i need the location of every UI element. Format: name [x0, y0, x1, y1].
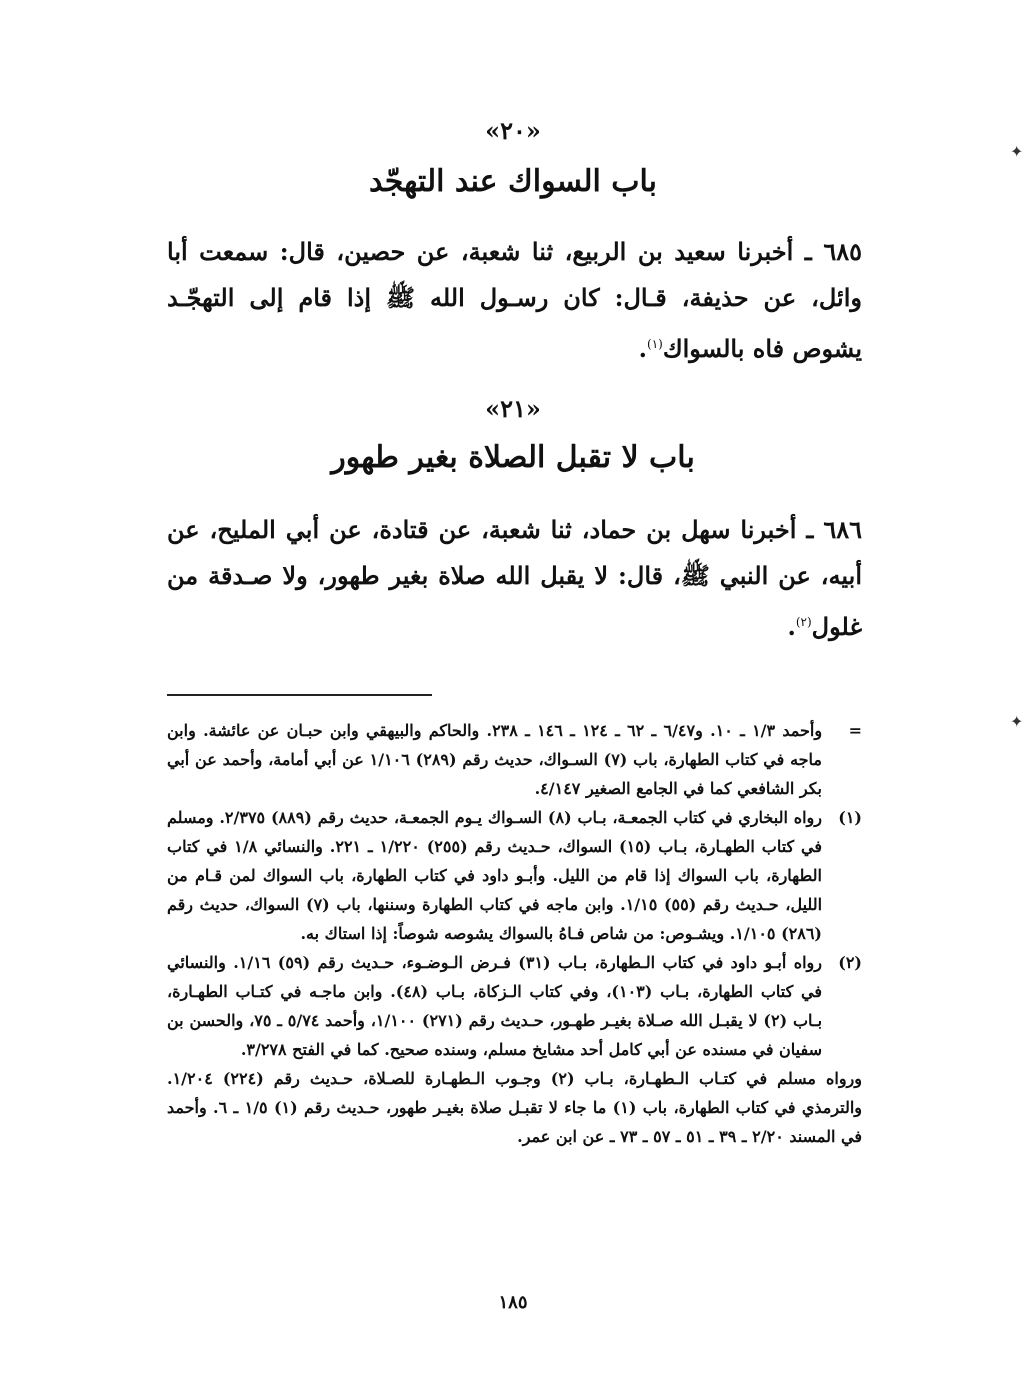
footnote-continued — [167, 716, 862, 803]
page-number: ١٨٥ — [498, 1292, 528, 1313]
hadith-paragraph: ٦٨٥ ـ أخبرنا سعيد بن الربيع، ثنا شعبة، عن حصين، قال: سمعت أبا وائل، عن حذيفة، قـال: كان رسـول الله ﷺ إذا قام إلى التهجّـد يشوص فاه بالسواك$^{(١)}$. — [167, 237, 862, 363]
hadith-number: ٦٨٦ — [823, 515, 862, 544]
chapter-title: باب السواك عند التهجّد — [368, 164, 658, 199]
hadith-text: ـ أخبرنا سعيد بن الربيع، ثنا شعبة، عن حصين، قال: سمعت أبا وائل، عن حذيفة، قـال: كان رسـول الله ﷺ إذا قام إلى التهجّـد يشوص فاه بالسواك — [167, 237, 862, 363]
footnotes — [167, 716, 862, 1151]
hadith-text: ـ أخبرنا سهل بن حماد، ثنا شعبة، عن قتادة، عن أبي المليح، عن أبيه، عن النبي ﷺ، قال: لا يقبل الله صلاة بغير طهور، ولا صـدقة من غلول — [167, 515, 862, 641]
footnote-text: وأحمد ١/٣ ـ ١٠. و٦/٤٧ ـ ٦٢ ـ ١٢٤ ـ ١٤٦ ـ ٢٣٨. والحاكم والبيهقي وابن حبـان عن عائشة. وابن ماجه في كتاب الطهارة، باب (٧) السـواك، حديث رقم (٢٨٩) ١/١٠٦ عن أبي أمامة، وأحمد عن أبي بكر الشافعي كما في الجامع الصغير ٤/١٤٧. — [167, 721, 823, 798]
footnote-reference: (١) — [647, 337, 663, 351]
footnote-2 — [167, 948, 862, 1064]
footnote-separator — [167, 694, 432, 696]
chapter-title: باب لا تقبل الصلاة بغير طهور — [331, 440, 695, 475]
footnote-text: رواه البخاري في كتاب الجمعـة، بـاب (٨) السـواك يـوم الجمعـة، حديث رقم (٨٨٩) ٢/٣٧٥. ومسلم في كتاب الطهـارة، بـاب (١٥) السواك، حـديث رقم (٢٥٥) ١/٢٢٠ ـ ٢٢١. والنسائي ١/٨ في كتاب الطهارة، باب السواك إذا قام من الليل. وأبـو داود في كتاب الطهارة، باب السواك لمن قـام من الليل، حـديث رقم (٥٥) ١/١٥. وابن ماجه في كتاب الطهارة وسننها، باب (٧) السواك، حديث رقم (٢٨٦) ١/١٠٥. ويشـوص: من شاص فـاهُ بالسواك يشوصه شوصاً: إذا استاك به. — [167, 808, 823, 943]
footnote-trailing-text: ورواه مسلم في كتـاب الـطهـارة، بـاب (٢) وجـوب الـطهـارة للصـلاة، حـديث رقم (٢٢٤) ١/٢٠٤. والترمذي في كتاب الطهارة، باب (١) ما جاء لا تقبـل صلاة بغيـر طهور، حـديث رقم (١) ١/٥ ـ ٦. وأحمد في المسند ٢/٢٠ ـ ٣٩ ـ ٥١ ـ ٥٧ ـ ٧٣ ـ عن ابن عمر. — [167, 1069, 863, 1146]
footnote-text: رواه أبـو داود في كتاب الـطهارة، بـاب (٣١) فـرض الـوضـوء، حـديث رقم (٥٩) ١/١٦. والنسائي في كتاب الطهارة، بـاب (١٠٣)، وفي كتاب الـزكاة، بـاب (٤٨). وابن ماجـه في كتـاب الطهـارة، بـاب (٢) لا يقبـل الله صـلاة بغيـر طهـور، حـديث رقم (٢٧١) ١/١٠٠، وأحمد ٥/٧٤ ـ ٧٥، والحسن بن سفيان في مسنده عن أبي كامل أحد مشايخ مسلم، وسنده صحيح. كما في الفتح ٣/٢٧٨. — [167, 953, 823, 1059]
margin-mark: ✦ — [1010, 142, 1024, 161]
hadith-number: ٦٨٥ — [823, 237, 862, 266]
footnote-mark: (٢) — [838, 953, 862, 972]
footnote-mark: (١) — [838, 808, 862, 827]
chapter-number: «٢١» — [485, 394, 541, 423]
footnote-mark: = — [848, 721, 862, 740]
hadith-paragraph: ٦٨٦ ـ أخبرنا سهل بن حماد، ثنا شعبة، عن قتادة، عن أبي المليح، عن أبيه، عن النبي ﷺ، قال: لا يقبل الله صلاة بغير طهور، ولا صـدقة من غلول$^{(٢)}$. — [167, 515, 862, 641]
footnote-1 — [167, 803, 862, 948]
margin-mark: ✦ — [1010, 712, 1024, 731]
chapter-number: «٢٠» — [485, 116, 541, 145]
footnote-reference: (٢) — [795, 615, 812, 629]
